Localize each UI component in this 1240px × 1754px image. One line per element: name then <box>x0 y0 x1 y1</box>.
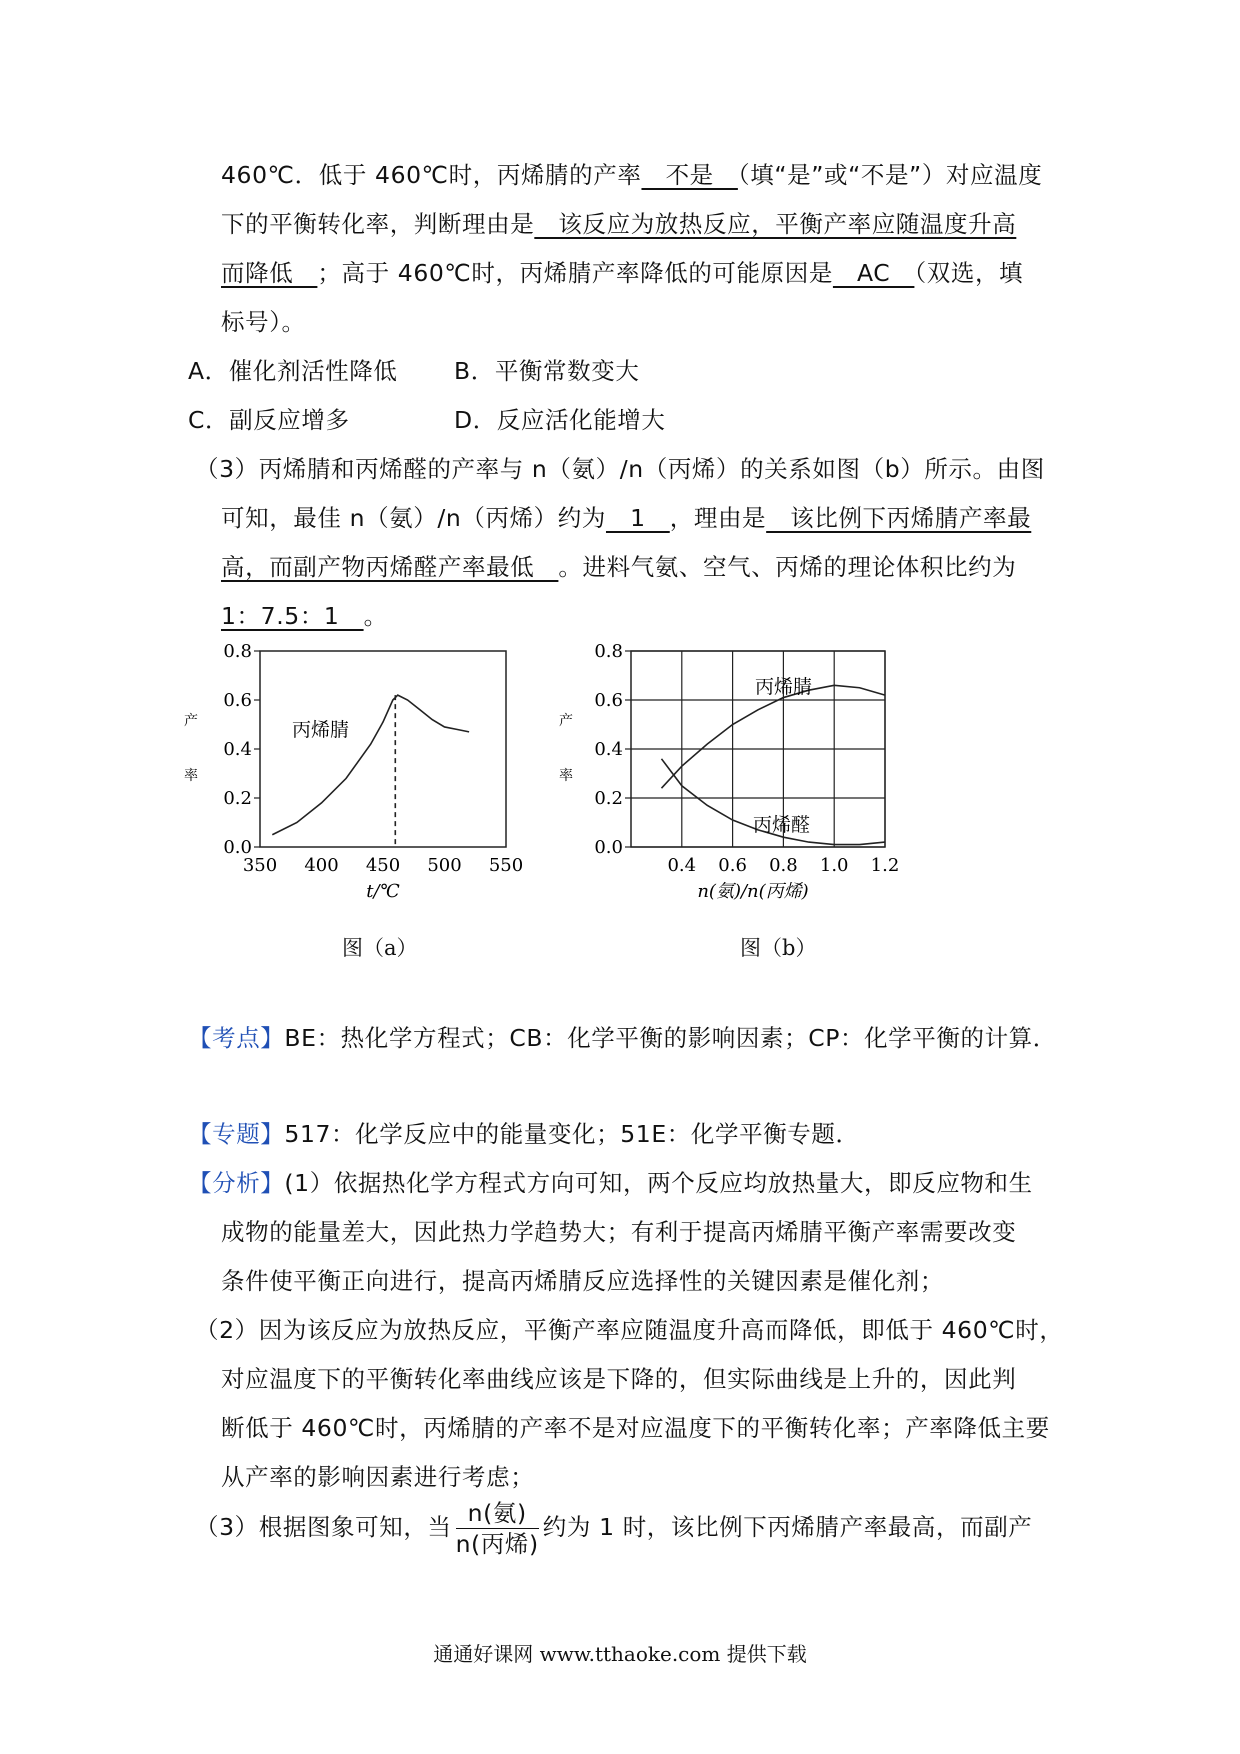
q2-line-4: 标号）。 <box>221 308 306 336</box>
answer-blank: 该反应为放热反应，平衡产率应随温度升高 <box>534 210 1017 238</box>
x-tick-label: 1.0 <box>819 855 849 876</box>
series-label: 丙烯腈 <box>755 676 813 698</box>
x-tick-label: 450 <box>365 855 401 876</box>
y-tick-label: 0.2 <box>223 788 252 809</box>
y-tick-label: 0.4 <box>223 739 252 760</box>
answer-blank: 不是 <box>641 161 738 189</box>
y-tick-label: 0.2 <box>594 788 623 809</box>
fenxi-line-6: 断低于 460℃时，丙烯腈的产率不是对应温度下的平衡转化率；产率降低主要 <box>221 1414 1050 1442</box>
y-tick-label: 0.6 <box>594 690 623 711</box>
series-line-0 <box>272 695 469 835</box>
x-axis-label: n(氨)/n(丙烯) <box>697 881 809 902</box>
q3-line-3: 高，而副产物丙烯醛产率最低 。进料气氨、空气、丙烯的理论体积比约为 <box>221 553 1017 581</box>
fenxi-line-1: 【分析】(1）依据热化学方程式方向可知，两个反应均放热量大，即反应物和生 <box>188 1169 1033 1197</box>
fenxi-tag: 【分析】 <box>188 1169 285 1197</box>
q2-line-1: 460℃．低于 460℃时，丙烯腈的产率 不是 （填“是”或“不是”）对应温度 <box>221 161 1043 189</box>
series-label: 丙烯醛 <box>753 814 811 836</box>
fenxi-line-2: 成物的能量差大，因此热力学趋势大；有利于提高丙烯腈平衡产率需要改变 <box>221 1218 1017 1246</box>
x-tick-label: 0.6 <box>718 855 747 876</box>
q2-line-2: 下的平衡转化率，判断理由是 该反应为放热反应，平衡产率应随温度升高 <box>221 210 1017 238</box>
y-axis-label: 产 <box>184 713 198 729</box>
x-tick-label: 0.8 <box>769 855 798 876</box>
q3-line-2: 可知，最佳 n（氨）/n（丙烯）约为 1 ，理由是 该比例下丙烯腈产率最 <box>221 504 1032 532</box>
y-tick-label: 0.8 <box>223 641 252 662</box>
q2-line-3: 而降低 ；高于 460℃时，丙烯腈产率降低的可能原因是 AC （双选，填 <box>221 259 1024 287</box>
zhuanti-tag: 【专题】 <box>188 1120 285 1148</box>
answer-blank: 高，而副产物丙烯醛产率最低 <box>221 553 559 581</box>
answer-blank: 1：7.5：1 <box>221 602 364 630</box>
y-tick-label: 0.6 <box>223 690 252 711</box>
fenxi-line-8: （3）根据图象可知，当 $\frac{\text{n(氨)}}{\text{n(丙烯)}}$ 约为 1 时，该比例下丙烯腈产率最高，而副产 <box>195 1499 1033 1558</box>
series-line-0 <box>661 685 885 788</box>
y-tick-label: 0.4 <box>594 739 623 760</box>
y-tick-label: 0.0 <box>594 837 623 858</box>
q3-line-4: 1：7.5：1 。 <box>221 602 388 630</box>
option-c: C．副反应增多 <box>188 406 350 434</box>
option-d: D．反应活化能增大 <box>454 406 666 434</box>
x-tick-label: 550 <box>488 855 524 876</box>
option-a: A．催化剂活性降低 <box>188 357 398 385</box>
figure-b-caption: 图（b） <box>740 936 817 960</box>
answer-blank: 该比例下丙烯腈产率最 <box>766 504 1032 532</box>
kaodian-line: 【考点】BE：热化学方程式；CB：化学平衡的影响因素；CP：化学平衡的计算． <box>188 1024 1057 1052</box>
x-axis-label: t/℃ <box>366 881 400 902</box>
x-tick-label: 500 <box>427 855 462 876</box>
kaodian-tag: 【考点】 <box>188 1024 285 1052</box>
footer-text: 通通好课网 www.tthaoke.com 提供下载 <box>433 1642 807 1666</box>
fenxi-line-5: 对应温度下的平衡转化率曲线应该是下降的，但实际曲线是上升的，因此判 <box>221 1365 1017 1393</box>
fenxi-line-7: 从产率的影响因素进行考虑； <box>221 1463 535 1491</box>
y-axis-label: 率 <box>559 768 573 784</box>
x-tick-label: 0.4 <box>667 855 697 876</box>
chart-b <box>555 641 935 925</box>
fenxi-line-4: （2）因为该反应为放热反应，平衡产率应随温度升高而降低，即低于 460℃时， <box>195 1316 1064 1344</box>
series-label: 丙烯腈 <box>292 719 350 741</box>
q3-line-1: （3）丙烯腈和丙烯醛的产率与 n（氨）/n（丙烯）的关系如图（b）所示。由图 <box>195 455 1045 483</box>
answer-blank: 1 <box>605 504 670 532</box>
y-axis-label: 产 <box>559 713 573 729</box>
fenxi-line-3: 条件使平衡正向进行，提高丙烯腈反应选择性的关键因素是催化剂； <box>221 1267 944 1295</box>
y-tick-label: 0.0 <box>223 837 252 858</box>
x-tick-label: 1.2 <box>870 855 900 876</box>
chart-a <box>180 641 524 925</box>
x-tick-label: 350 <box>242 855 278 876</box>
figure-a-caption: 图（a） <box>342 936 418 960</box>
y-axis-label: 率 <box>184 768 198 784</box>
answer-blank: AC <box>832 259 915 287</box>
zhuanti-line: 【专题】517：化学反应中的能量变化；51E：化学平衡专题． <box>188 1120 860 1148</box>
fraction: $\frac{\text{n(氨)}}{\text{n(丙烯)}}$ <box>455 1499 539 1558</box>
y-tick-label: 0.8 <box>594 641 623 662</box>
answer-blank: 而降低 <box>221 259 318 287</box>
x-tick-label: 400 <box>304 855 339 876</box>
option-b: B．平衡常数变大 <box>454 357 640 385</box>
plot-frame <box>260 651 506 847</box>
